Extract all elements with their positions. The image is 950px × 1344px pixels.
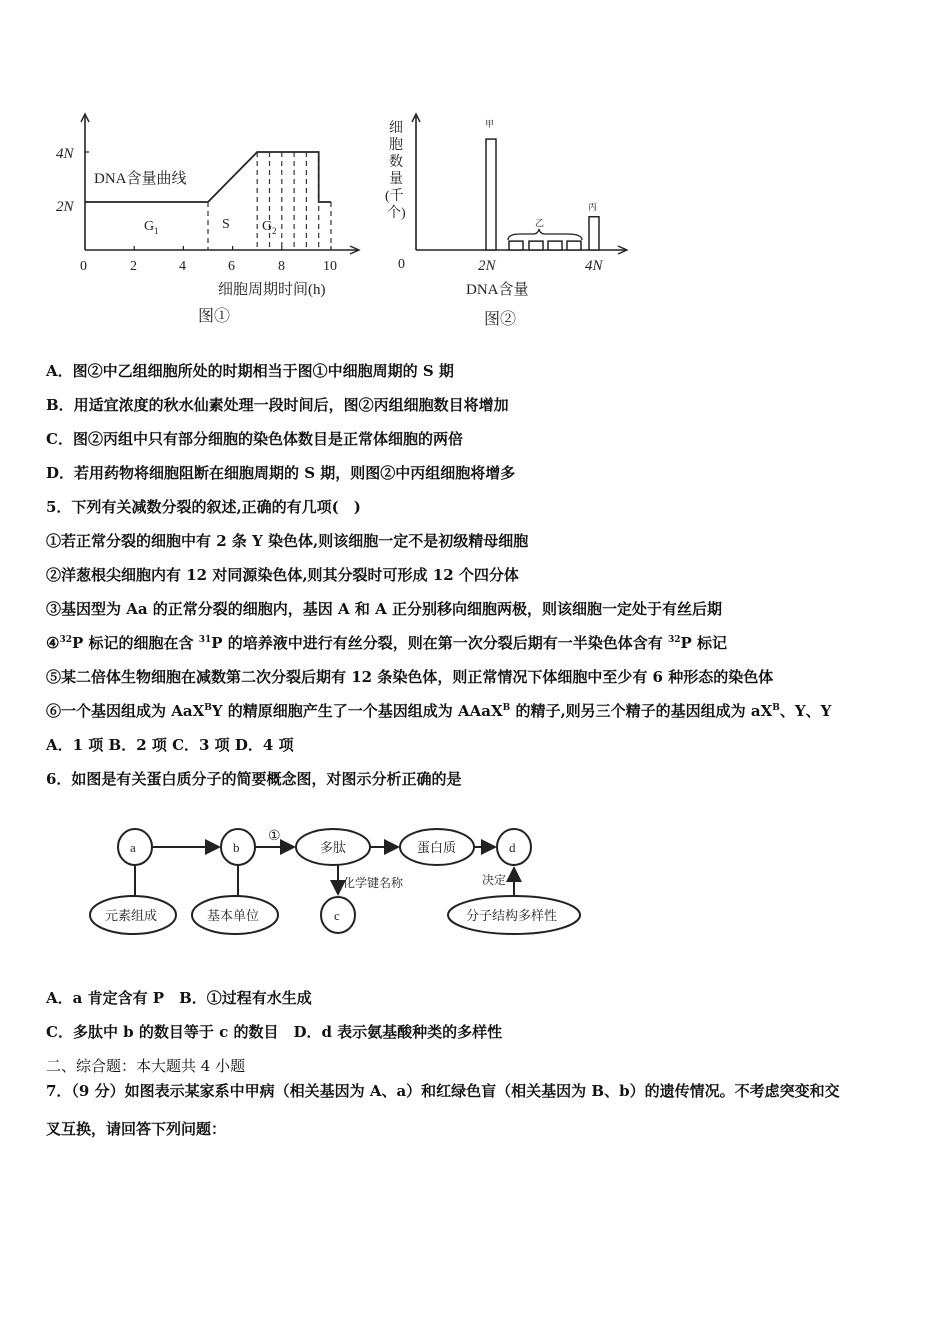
node-d-label: d — [509, 840, 516, 855]
group-yi-label: 乙 — [535, 218, 545, 228]
group-jia-label: 甲 — [485, 119, 495, 129]
protein-concept-diagram — [80, 812, 600, 947]
phase-g2-label: G — [262, 219, 273, 234]
q5-item-3: ③基因型为 Aa 的正常分裂的细胞内，基因 A 和 A 正分别移向细胞两极，则该细胞一定处于有丝后期 — [46, 600, 722, 618]
determine-label: 决定 — [482, 873, 507, 887]
bond-name-label: 化学键名称 — [343, 876, 404, 890]
group-yi-brace — [508, 229, 582, 240]
node-polypeptide-label: 多肽 — [320, 840, 347, 855]
x-tick-0: 0 — [80, 259, 87, 274]
node-a-label: a — [130, 840, 136, 855]
phase-g1-label: G — [144, 219, 155, 234]
q5-item-6 — [46, 700, 831, 721]
section-2-heading: 二、综合题：本大题共 4 小题 — [46, 1057, 246, 1075]
q7-stem-line-1: 7．（9 分）如图表示某家系中甲病（相关基因为 A、a）和红绿色盲（相关基因为 B、b）的遗传情况。不考虑突变和交 — [46, 1082, 840, 1100]
group-bing-label: 丙 — [588, 202, 598, 212]
x-tick-4n: 4N — [585, 258, 603, 274]
q4-option-c: C．图②丙组中只有部分细胞的染色体数目是正常体细胞的两倍 — [46, 430, 463, 448]
x-tick-8: 8 — [278, 259, 285, 274]
step-1-label: ① — [268, 829, 281, 844]
q6-options-line-2: C．多肽中 b 的数目等于 c 的数目 D．d 表示氨基酸种类的多样性 — [46, 1023, 503, 1041]
q5-item-1: ①若正常分裂的细胞中有 2 条 Y 染色体,则该细胞一定不是初级精母细胞 — [46, 532, 529, 550]
bar-2N~4N — [567, 241, 581, 250]
figure-2-caption: 图② — [484, 311, 517, 328]
y-label-char-4: 量 — [389, 172, 403, 187]
y-label-char-3: 数 — [389, 155, 403, 170]
node-protein-label: 蛋白质 — [417, 840, 457, 855]
phase-g1-subscript: 1 — [154, 226, 159, 236]
node-elements-label: 元素组成 — [105, 908, 158, 923]
x-tick-10: 10 — [323, 259, 337, 274]
x-tick-4: 4 — [179, 259, 186, 274]
figure-1-dna-content-curve — [50, 110, 380, 340]
y-label-char-2: 胞 — [389, 138, 403, 153]
q6-options-line-1: A．a 肯定含有 P B．①过程有水生成 — [46, 989, 312, 1007]
phase-s-label: S — [222, 217, 230, 232]
node-basic-unit-label: 基本单位 — [207, 908, 260, 923]
bar-2N~4N — [509, 241, 523, 250]
bar-2N — [486, 139, 496, 250]
y-tick-2n: 2N — [56, 199, 74, 215]
q5-item-4-part-b: P 标记的细胞在含 — [71, 634, 199, 652]
origin-label: 0 — [398, 257, 405, 272]
y-tick-4n: 4N — [56, 146, 74, 162]
q5-item-5: ⑤某二倍体生物细胞在减数第二次分裂后期有 12 条染色体，则正常情况下体细胞中至少有 6 种形态的染色体 — [46, 668, 774, 686]
q4-option-b: B．用适宜浓度的秋水仙素处理一段时间后，图②丙组细胞数目将增加 — [46, 396, 509, 414]
q5-item-6-part-a: ⑥一个基因组成为 AaX — [46, 702, 205, 720]
y-label-char-6: 个) — [387, 206, 406, 221]
x-tick-6: 6 — [228, 259, 235, 274]
x-axis-label: DNA含量 — [466, 282, 529, 298]
q4-option-d: D．若用药物将细胞阻断在细胞周期的 S 期，则图②中丙组细胞将增多 — [46, 464, 516, 482]
y-label-char-1: 细 — [389, 121, 403, 136]
q5-item-4-sup-2: 31 — [198, 635, 212, 645]
x-tick-2n: 2N — [478, 258, 496, 274]
q5-item-6-part-d: 、Y、Y — [779, 702, 832, 720]
q5-item-4-sup-1: 32 — [59, 635, 72, 645]
curve-label: DNA含量曲线 — [94, 171, 187, 187]
y-label-char-5: (千 — [385, 189, 404, 204]
node-diversity-label: 分子结构多样性 — [466, 908, 558, 923]
node-c-label: c — [334, 908, 340, 923]
figure-2-plot-marks — [412, 114, 627, 254]
q6-stem: 6．如图是有关蛋白质分子的简要概念图，对图示分析正确的是 — [46, 770, 462, 788]
q7-stem-line-2: 叉互换，请回答下列问题： — [46, 1120, 227, 1138]
q5-item-2: ②洋葱根尖细胞内有 12 对同源染色体,则其分裂时可形成 12 个四分体 — [46, 566, 519, 584]
figure-1-caption: 图① — [198, 308, 231, 325]
x-axis-label: 细胞周期时间(h) — [218, 282, 326, 298]
phase-g2-subscript: 2 — [272, 226, 277, 236]
q5-stem: 5．下列有关减数分裂的叙述,正确的有几项( ) — [46, 498, 361, 516]
q5-item-4-part-c: P 的培养液中进行有丝分裂，则在第一次分裂后期有一半染色体含有 — [211, 634, 668, 652]
q4-option-a: A．图②中乙组细胞所处的时期相当于图①中细胞周期的 S 期 — [46, 362, 454, 380]
q5-item-6-sup-3: B — [772, 703, 780, 713]
node-b-label: b — [233, 840, 240, 855]
figure-2-cell-count-histogram — [380, 110, 640, 340]
q5-item-6-part-b: Y 的精原细胞产生了一个基因组成为 AAaX — [211, 702, 503, 720]
x-tick-2: 2 — [130, 259, 137, 274]
bar-4N — [589, 217, 599, 250]
q5-item-4-part-a: ④ — [46, 634, 60, 652]
q5-item-4 — [46, 632, 727, 653]
q5-item-4-sup-3: 32 — [667, 635, 681, 645]
q5-options: A．1 项 B．2 项 C．3 项 D．4 项 — [46, 736, 294, 754]
bar-2N~4N — [548, 241, 562, 250]
q5-item-6-sup-2: B — [502, 703, 511, 713]
q5-item-6-part-c: 的精子,则另三个精子的基因组成为 aX — [510, 702, 773, 720]
q5-item-4-part-d: P 标记 — [680, 634, 728, 652]
q5-item-6-sup-1: B — [204, 703, 212, 713]
bar-2N~4N — [529, 241, 543, 250]
